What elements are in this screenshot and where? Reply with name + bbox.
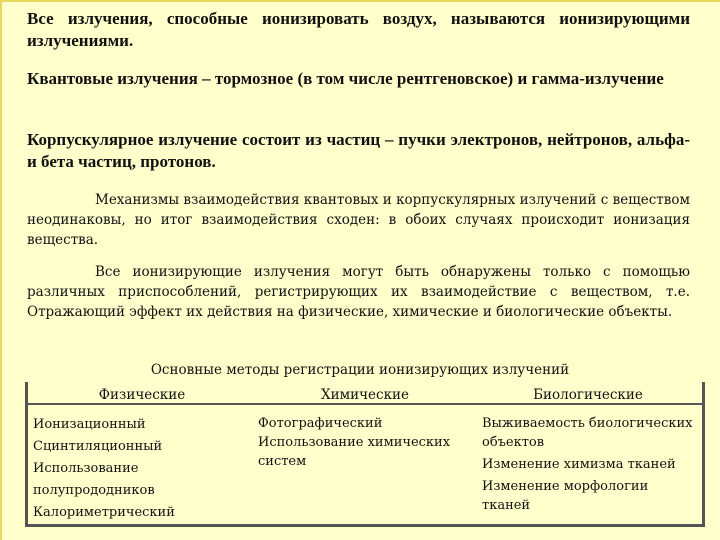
- list-item: Сцинтиляционный: [33, 439, 163, 454]
- column-header-physical: Физические: [98, 387, 186, 403]
- list-item: Калориметрический: [33, 505, 175, 520]
- list-item: Фотографический: [258, 416, 383, 431]
- paragraph-quantum-radiation: Квантовые излучения – тормозное (в том числе рентгеновское) и гамма-излучение: [27, 69, 664, 88]
- paragraph-interaction-mechanisms: Механизмы взаимодействия квантовых и корпускулярных излучений с веществом неодинаковы, но итог взаимодействия сходен: в обоих случаях происходит ионизация вещества.: [27, 192, 690, 248]
- list-item: Использование химических систем: [258, 435, 451, 469]
- list-item: Выживаемость биологических объектов: [482, 416, 693, 450]
- paragraph-detection: Все ионизирующие излучения могут быть обнаружены только с помощью различных приспособлений, регистрирующих их взаимодействие с веществом, т.е. Отражающий эффект их действия на физические, химические и биологические объекты.: [27, 264, 690, 320]
- column-header-biological: Биологические: [533, 387, 643, 403]
- chemical-methods-list: [258, 414, 473, 471]
- list-item: Использование полупрододников: [33, 461, 155, 498]
- methods-title: Основные методы регистрации ионизирующих излучений: [150, 362, 570, 378]
- paragraph-ionizing-definition: Все излучения, способные ионизировать воздух, называются ионизирующими излучениями.: [27, 9, 690, 50]
- list-item: Изменение химизма тканей: [482, 457, 676, 472]
- biological-methods-list: [482, 414, 700, 518]
- slide-left-border: [0, 0, 2, 540]
- slide-top-border: [0, 0, 720, 2]
- physical-methods-list: [33, 414, 251, 524]
- paragraph-corpuscular-radiation: Корпускулярное излучение состоит из частиц – пучки электронов, нейтронов, альфа- и бета частиц, протонов.: [27, 130, 690, 171]
- column-header-chemical: Химические: [320, 387, 409, 403]
- list-item: Изменение морфологии тканей: [482, 479, 649, 513]
- list-item: Ионизационный: [33, 417, 146, 432]
